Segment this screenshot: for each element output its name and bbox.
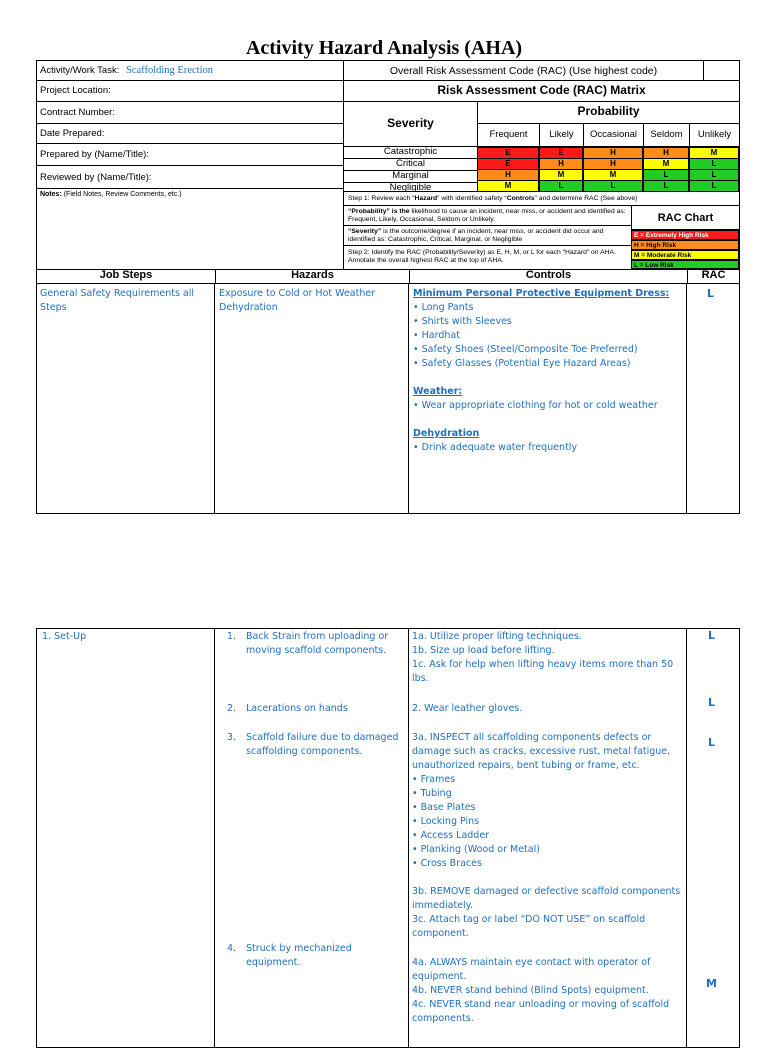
control-line: component. xyxy=(412,928,469,939)
col-divider xyxy=(214,629,215,1047)
control-line: 1b. Size up load before lifting. xyxy=(412,645,555,656)
matrix-cell: M xyxy=(477,180,539,192)
weather-heading: Weather: xyxy=(413,386,463,397)
weather-item: • Wear appropriate clothing for hot or cold weather xyxy=(413,400,658,411)
matrix-cell: E xyxy=(477,158,539,170)
matrix-cell: L xyxy=(643,180,689,192)
hazard-lacerations[interactable]: Lacerations on hands xyxy=(246,703,348,714)
control-line: damage such as cracks, excessive rust, metal fatigue, xyxy=(412,746,671,757)
step1-controls: Controls xyxy=(506,195,535,202)
control-line: • Locking Pins xyxy=(412,816,480,827)
hazard-num: 4. xyxy=(227,943,237,954)
sev-def-label: “Severity” xyxy=(348,228,382,235)
control-line: 3a. INSPECT all scaffolding components defects or xyxy=(412,732,652,743)
matrix-cell: M xyxy=(583,169,643,181)
notes-row[interactable] xyxy=(37,189,343,251)
prob-seldom: Seldom xyxy=(643,124,689,147)
rac-chart-title: RAC Chart xyxy=(631,206,739,230)
control-line: • Tubing xyxy=(412,788,452,799)
col-divider xyxy=(408,284,409,513)
spacer xyxy=(413,413,683,427)
controls-equipment[interactable] xyxy=(412,956,684,1026)
overall-rac-label: Overall Risk Assessment Code (RAC) (Use highest code) xyxy=(343,61,703,81)
col-divider xyxy=(686,284,687,513)
sev-critical: Critical xyxy=(344,159,477,171)
matrix-cell: L xyxy=(539,180,583,192)
matrix-cell: L xyxy=(689,180,739,192)
col-hazards: Hazards xyxy=(215,269,409,283)
step2-instructions: Step 2: Identify the RAC (Probability/Severity) as E, H, M, or L for each “Hazard” on AHA. Annotate the overall highest RAC at the top of AHA. xyxy=(343,246,631,269)
aha-header-form xyxy=(36,60,740,270)
matrix-cell: M xyxy=(689,147,739,159)
ppe-heading: Minimum Personal Protective Equipment Dress: xyxy=(413,288,670,299)
job-step-general[interactable]: General Safety Requirements all Steps xyxy=(40,288,195,313)
matrix-cell: L xyxy=(689,169,739,181)
matrix-cell: H xyxy=(477,169,539,181)
control-line: unauthorized repairs, bent tubing or frame, etc. xyxy=(412,760,640,771)
project-location-row[interactable]: Project Location: xyxy=(37,81,343,102)
rac-value-2[interactable]: L xyxy=(708,696,716,709)
control-line: equipment. xyxy=(412,971,467,982)
hazard-num: 1. xyxy=(227,631,237,642)
hazard-num: 3. xyxy=(227,732,237,743)
control-line: lbs. xyxy=(412,673,429,684)
rac-value-3[interactable]: L xyxy=(708,736,716,749)
control-line: 4b. NEVER stand behind (Blind Spots) equipment. xyxy=(412,985,649,996)
col-controls: Controls xyxy=(409,269,687,283)
activity-label: Activity/Work Task: xyxy=(40,65,120,76)
control-line: 3c. Attach tag or label “DO NOT USE” on scaffold xyxy=(412,914,646,925)
hazard-item: Dehydration xyxy=(219,302,278,313)
general-safety-section xyxy=(36,283,740,514)
step1-part: Step 1: Review each “ xyxy=(348,195,415,202)
col-rac: RAC xyxy=(687,269,739,283)
controls-lifting[interactable] xyxy=(412,630,684,686)
controls-general[interactable] xyxy=(413,287,683,455)
matrix-cell: L xyxy=(583,180,643,192)
dehydration-item: • Drink adequate water frequently xyxy=(413,442,578,453)
matrix-cell: E xyxy=(539,147,583,159)
matrix-cell: L xyxy=(689,158,739,170)
activity-value[interactable]: Scaffolding Erection xyxy=(126,65,213,76)
hazard-scaffold-failure[interactable]: Scaffold failure due to damaged scaffolding components. xyxy=(246,732,399,757)
step1-part: ” with identified safety “ xyxy=(437,195,507,202)
rac-value-1[interactable]: L xyxy=(708,629,716,642)
prob-unlikely: Unlikely xyxy=(689,124,739,147)
severity-rows xyxy=(343,147,477,192)
control-line: • Planking (Wood or Metal) xyxy=(412,844,540,855)
control-line: 4a. ALWAYS maintain eye contact with operator of xyxy=(412,957,651,968)
prob-frequent: Frequent xyxy=(477,124,539,147)
legend-high: H = High Risk xyxy=(631,240,739,250)
step1-hazard: Hazard xyxy=(414,195,438,202)
notes-label: Notes: xyxy=(40,191,62,198)
sev-catastrophic: Catastrophic xyxy=(344,147,477,159)
rac-value-4[interactable]: M xyxy=(706,977,717,990)
controls-gloves[interactable]: 2. Wear leather gloves. xyxy=(412,703,523,714)
sev-negligible: Negligible xyxy=(389,182,432,193)
control-line: 1c. Ask for help when lifting heavy items more than 50 xyxy=(412,659,674,670)
spacer xyxy=(412,871,684,885)
activity-row xyxy=(37,61,343,81)
control-line: • Frames xyxy=(412,774,456,785)
matrix-cell: M xyxy=(643,158,689,170)
control-line: • Base Plates xyxy=(412,802,476,813)
hazard-num: 2. xyxy=(227,703,237,714)
rac-value-general[interactable]: L xyxy=(707,287,715,300)
overall-rac-value[interactable] xyxy=(703,61,739,81)
matrix-cell: E xyxy=(477,147,539,159)
matrix-cell: M xyxy=(539,169,583,181)
ppe-item: • Safety Glasses (Potential Eye Hazard Areas) xyxy=(413,358,631,369)
legend-moderate: M = Moderate Risk xyxy=(631,250,739,260)
ppe-item: • Safety Shoes (Steel/Composite Toe Preferred) xyxy=(413,344,638,355)
sev-marginal: Marginal xyxy=(344,171,477,183)
prob-likely: Likely xyxy=(539,124,583,147)
step1-part: ” and determine RAC (See above) xyxy=(534,195,638,202)
control-line: 1a. Utilize proper lifting techniques. xyxy=(412,631,582,642)
probability-header: Probability xyxy=(477,102,739,124)
hazard-item: Exposure to Cold or Hot Weather xyxy=(219,288,376,299)
matrix-title: Risk Assessment Code (RAC) Matrix xyxy=(343,81,739,102)
job-step-setup[interactable]: 1. Set-Up xyxy=(42,631,87,642)
prepared-by-row[interactable]: Prepared by (Name/Title): xyxy=(37,144,343,166)
hazard-list-general[interactable] xyxy=(219,287,404,315)
setup-section xyxy=(36,628,740,1048)
matrix-cell: H xyxy=(583,158,643,170)
col-job-steps: Job Steps xyxy=(99,269,153,281)
ppe-item: • Hardhat xyxy=(413,330,460,341)
controls-inspect[interactable] xyxy=(412,731,684,941)
severity-definition xyxy=(343,226,631,246)
col-divider xyxy=(408,629,409,1047)
col-divider xyxy=(686,629,687,1047)
matrix-cell: H xyxy=(539,158,583,170)
matrix-cell: L xyxy=(643,169,689,181)
ppe-item: • Shirts with Sleeves xyxy=(413,316,512,327)
column-header-row xyxy=(36,269,740,284)
legend-low: L = Low Risk xyxy=(631,260,739,269)
severity-header: Severity xyxy=(343,102,477,147)
prob-def-label: “Probability” is the xyxy=(348,208,410,215)
hazard-struck-by[interactable]: Struck by mechanized equipment. xyxy=(246,943,352,968)
spacer xyxy=(413,371,683,385)
contract-number-row[interactable]: Contract Number: xyxy=(37,102,343,124)
legend-extremely-high: E = Extremely High Risk xyxy=(631,230,739,240)
prob-def-text: likelihood to cause an incident, near miss, or accident and identified as: Frequent, Likely, Occasional, Seldom or Unlikely. xyxy=(348,208,626,223)
probability-definition xyxy=(343,206,631,226)
control-line: immediately. xyxy=(412,900,473,911)
control-line: components. xyxy=(412,1013,474,1024)
col-divider xyxy=(214,284,215,513)
control-line: • Cross Braces xyxy=(412,858,482,869)
dehydration-heading: Dehydration xyxy=(413,428,480,439)
sev-def-text: is the outcome/degree if an incident, near miss, or accident did occur and identified as: Catastrophic, Critical, Marginal, or Negligible xyxy=(348,228,604,243)
control-line: • Access Ladder xyxy=(412,830,490,841)
matrix-cell: H xyxy=(583,147,643,159)
control-line: 3b. REMOVE damaged or defective scaffold components xyxy=(412,886,681,897)
page-title: Activity Hazard Analysis (AHA) xyxy=(245,37,523,59)
notes-hint: (Field Notes, Review Comments, etc.) xyxy=(61,191,182,198)
step1-instructions xyxy=(343,192,739,206)
matrix-cell: H xyxy=(643,147,689,159)
prob-occasional: Occasional xyxy=(583,124,643,147)
date-prepared-row[interactable]: Date Prepared: xyxy=(37,124,343,144)
hazard-back-strain[interactable]: Back Strain from uploading or moving scaffold components. xyxy=(246,631,389,656)
ppe-item: • Long Pants xyxy=(413,302,474,313)
reviewed-by-row[interactable]: Reviewed by (Name/Title): xyxy=(37,166,343,189)
control-line: 4c. NEVER stand near unloading or moving of scaffold xyxy=(412,999,670,1010)
